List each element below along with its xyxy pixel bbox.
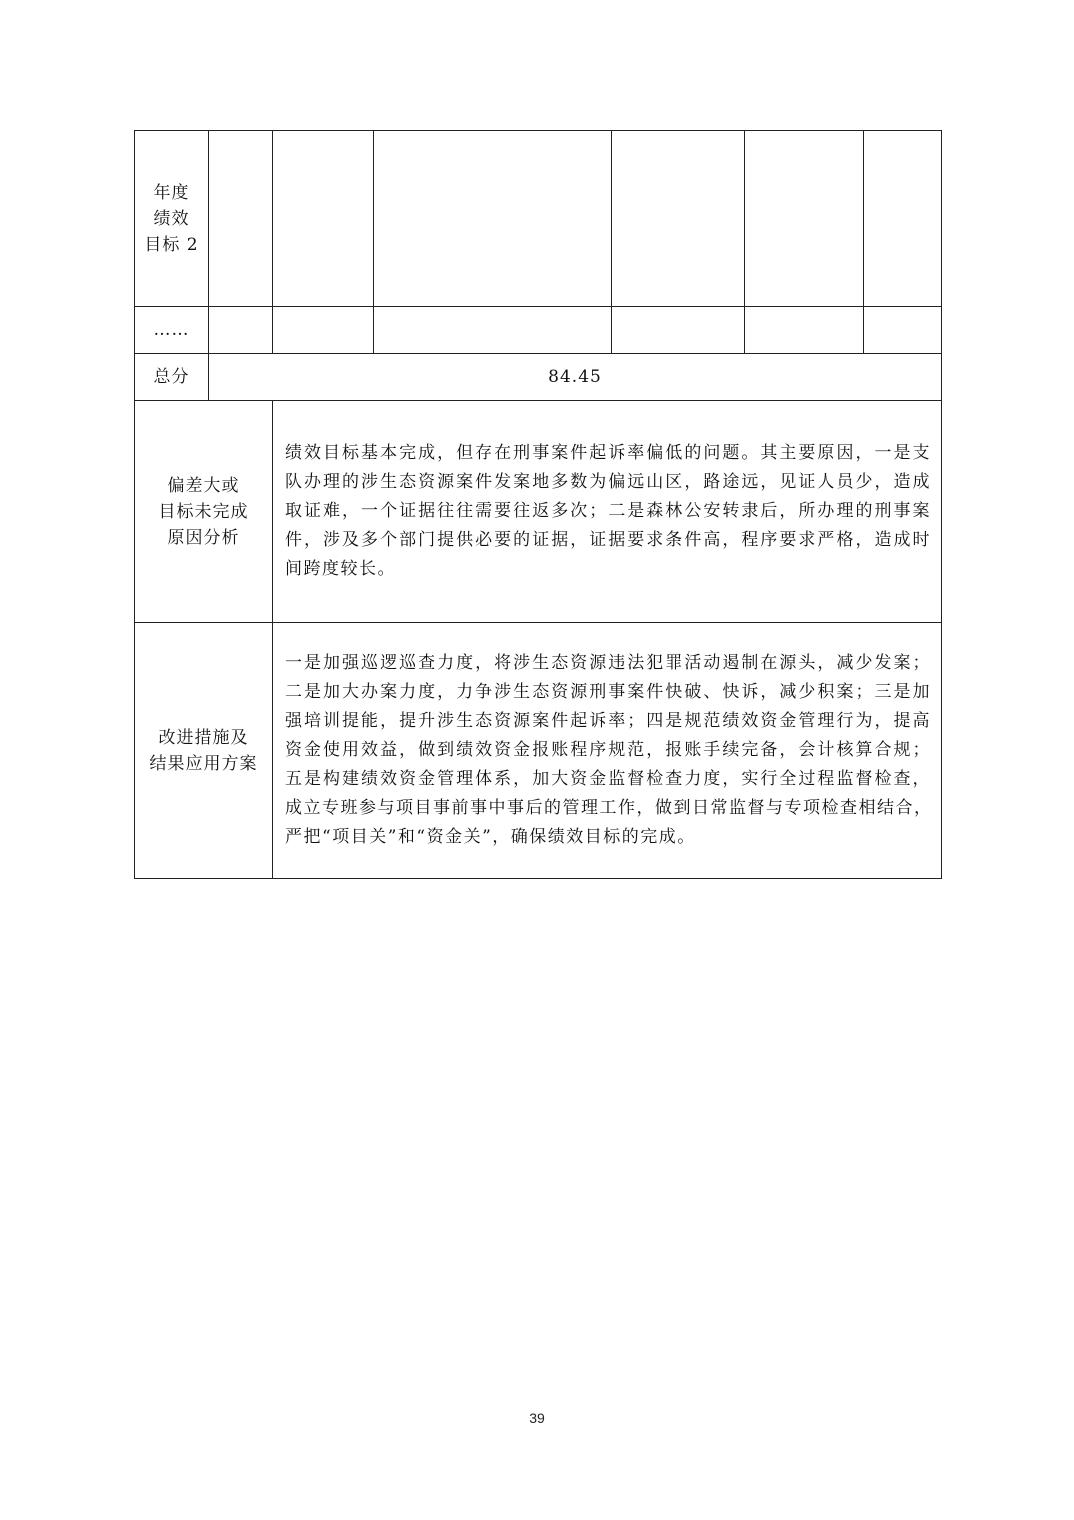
goal2-row	[135, 131, 942, 307]
improvement-measures-text	[273, 623, 942, 879]
empty-cell	[209, 307, 273, 354]
improvement-label-line: 改进措施及	[158, 727, 249, 748]
goal2-label	[135, 131, 209, 307]
deviation-label	[135, 401, 273, 623]
total-label: 总分	[135, 354, 209, 401]
paragraph-line: 强培训提能，提升涉生态资源案件起诉率；四是规范绩效资金管理行为，提高	[285, 711, 931, 731]
paragraph-line: 取证难，一个证据往往需要往返多次；二是森林公安转隶后，所办理的刑事案	[285, 501, 931, 521]
page-number: 39	[529, 1410, 545, 1426]
paragraph-line: 队办理的涉生态资源案件发案地多数为偏远山区，路途远，见证人员少，造成	[285, 472, 931, 492]
empty-cell	[209, 131, 273, 307]
paragraph-line: 间跨度较长。	[285, 559, 396, 579]
paragraph-line: 一是加强巡逻巡查力度，将涉生态资源违法犯罪活动遏制在源头，减少发案；	[285, 653, 931, 673]
paragraph-line: 二是加大办案力度，力争涉生态资源刑事案件快破、快诉，减少积案；三是加	[285, 682, 931, 702]
deviation-row	[135, 401, 942, 623]
deviation-label-line: 目标未完成	[158, 501, 249, 522]
empty-cell	[612, 307, 745, 354]
empty-cell	[273, 131, 374, 307]
paragraph-line: 件，涉及多个部门提供必要的证据，证据要求条件高，程序要求严格，造成时	[285, 530, 931, 550]
goal2-label-line: 目标 2	[144, 234, 199, 255]
paragraph-line: 五是构建绩效资金管理体系，加大资金监督检查力度，实行全过程监督检查，	[285, 769, 931, 789]
paragraph-line: 资金使用效益，做到绩效资金报账程序规范，报账手续完备，会计核算合规；	[285, 740, 931, 760]
improvement-row	[135, 623, 942, 879]
empty-cell	[273, 307, 374, 354]
performance-table	[134, 130, 942, 879]
empty-cell	[864, 131, 942, 307]
paragraph-line: 绩效目标基本完成，但存在刑事案件起诉率偏低的问题。其主要原因，一是支	[285, 443, 931, 463]
improvement-label-line: 结果应用方案	[149, 753, 258, 774]
deviation-label-line: 偏差大或	[167, 475, 240, 496]
goal2-label-line: 绩效	[153, 208, 190, 229]
empty-cell	[374, 131, 612, 307]
empty-cell	[374, 307, 612, 354]
total-score-value: 84.45	[209, 354, 942, 401]
empty-cell	[864, 307, 942, 354]
total-row	[135, 354, 942, 401]
empty-cell	[612, 131, 745, 307]
goal2-label-line: 年度	[153, 182, 190, 203]
deviation-label-line: 原因分析	[167, 527, 240, 548]
paragraph-line: 严把“项目关”和“资金关”，确保绩效目标的完成。	[285, 827, 696, 847]
empty-cell	[745, 131, 864, 307]
empty-cell	[745, 307, 864, 354]
paragraph-line: 成立专班参与项目事前事中事后的管理工作，做到日常监督与专项检查相结合，	[285, 798, 933, 818]
ellipsis-label: ……	[135, 307, 209, 354]
ellipsis-row	[135, 307, 942, 354]
improvement-label	[135, 623, 273, 879]
deviation-analysis-text	[273, 401, 942, 623]
